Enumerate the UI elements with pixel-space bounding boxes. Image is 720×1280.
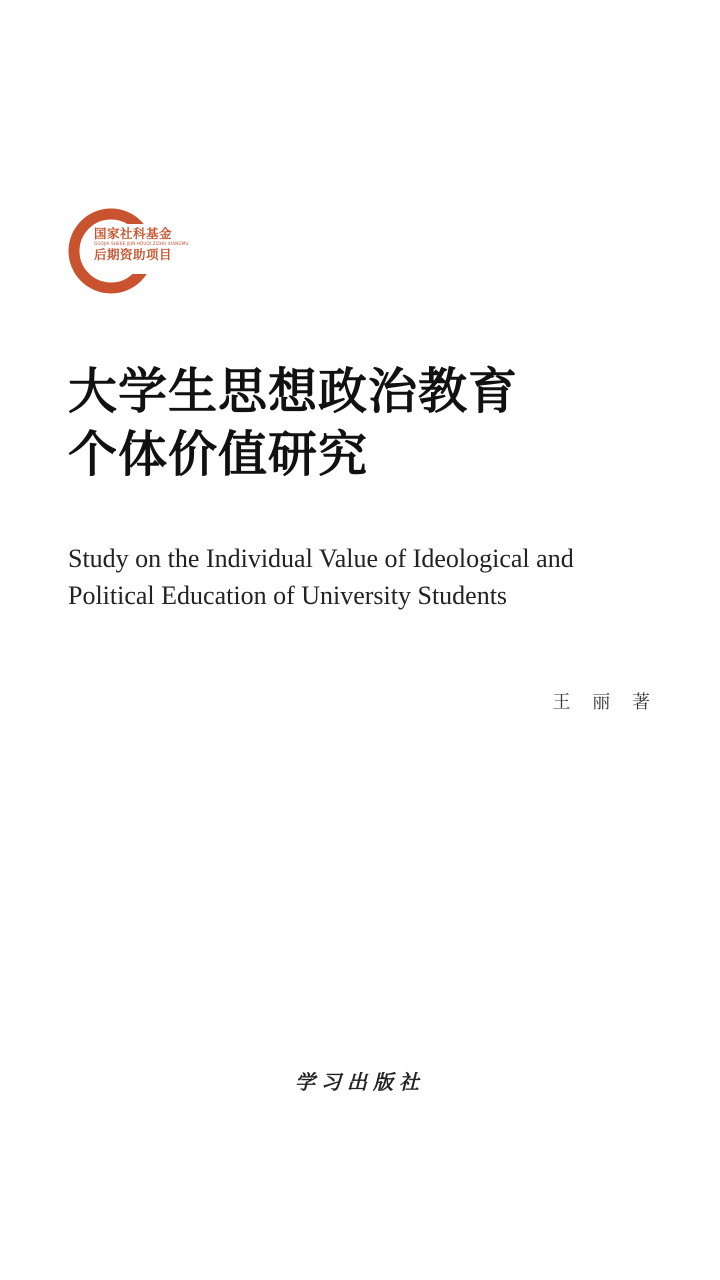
emblem-pinyin: GUOJIA SHEKE JIJIN HOUQI ZIZHU XIANGMU (94, 241, 189, 246)
chinese-title (68, 360, 688, 486)
emblem-text (94, 226, 196, 263)
emblem-line2: 后期资助项目 (94, 247, 173, 262)
publisher: 学习出版社 (295, 1070, 425, 1094)
english-title (68, 540, 688, 614)
chinese-title-line1: 大学生思想政治教育 (68, 362, 519, 420)
chinese-title-line2: 个体价值研究 (68, 425, 369, 483)
fund-emblem (66, 206, 196, 298)
emblem-line1: 国家社科基金 (94, 226, 173, 241)
english-title-line2: Political Education of University Students (68, 581, 508, 610)
english-title-line1: Study on the Individual Value of Ideological and (68, 544, 574, 573)
author: 王 丽 著 (552, 692, 658, 713)
